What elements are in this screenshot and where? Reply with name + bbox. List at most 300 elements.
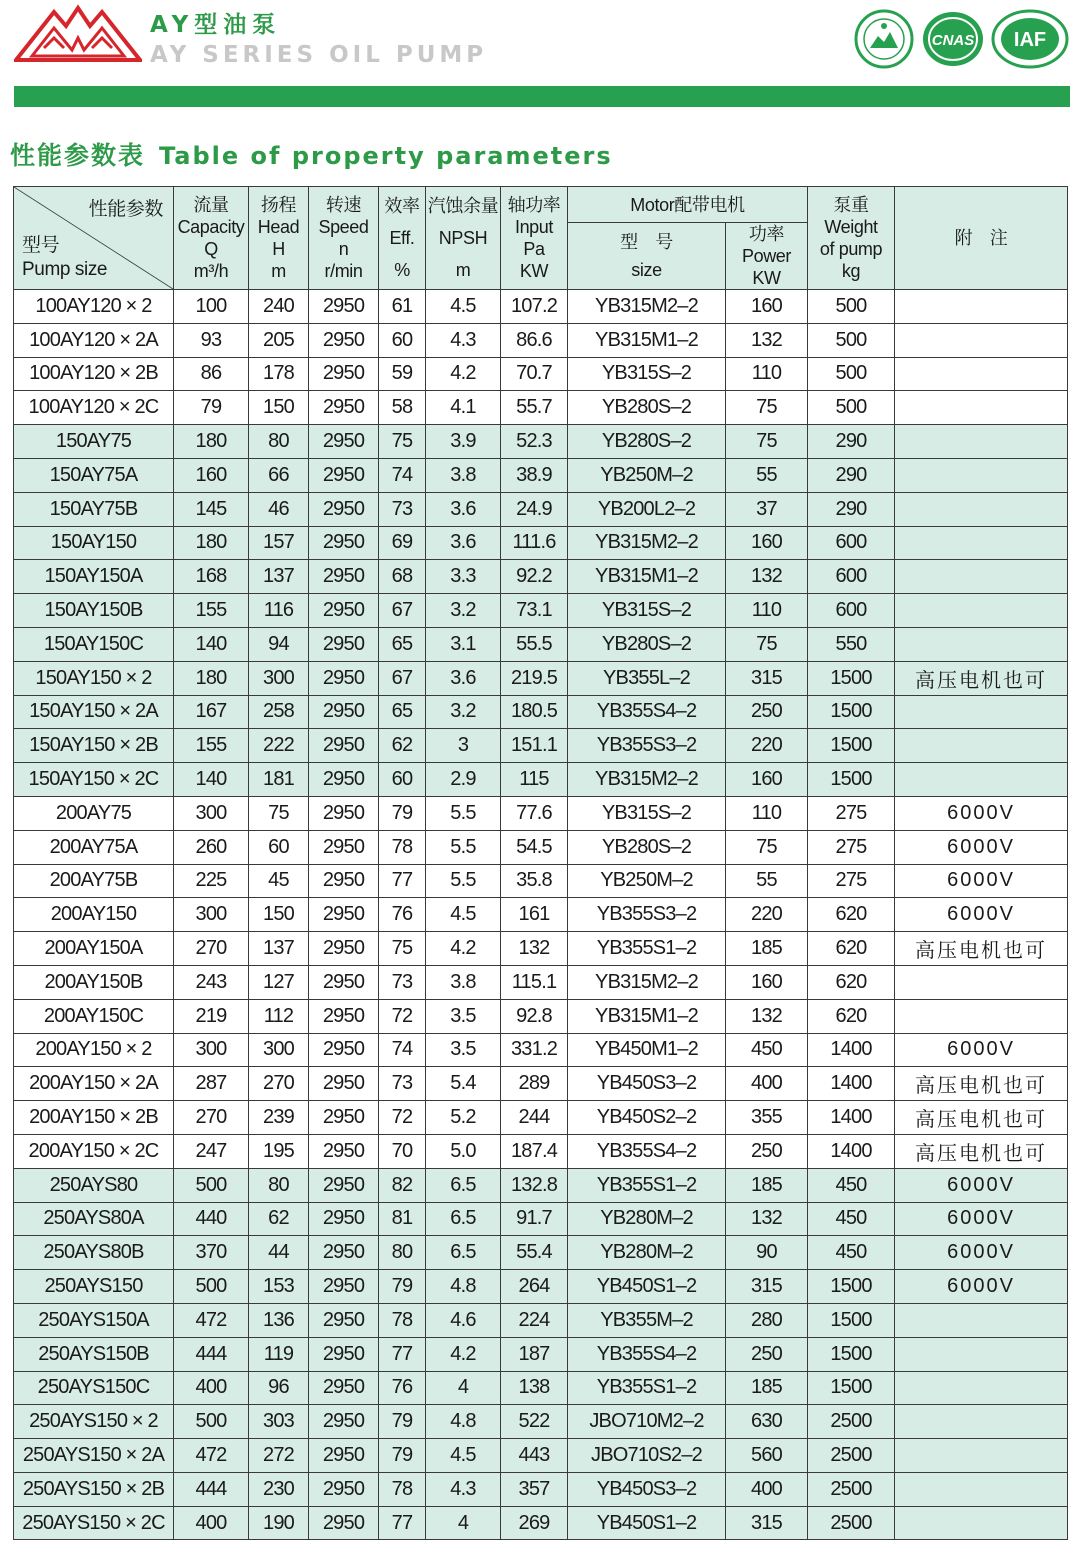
cell-weight: 1500 [808, 661, 895, 695]
certification-seal-icon [852, 8, 916, 70]
cell-npsh: 3.6 [426, 492, 501, 526]
header-npsh-cn: 汽蚀余量 [427, 196, 499, 216]
header-input-en: Input [514, 217, 554, 237]
table-row [14, 695, 1068, 729]
table-row [14, 357, 1068, 391]
cell-efficiency: 67 [379, 661, 426, 695]
cell-npsh: 4.1 [426, 391, 501, 425]
header-speed-en: Speed [318, 217, 369, 237]
cell-speed: 2950 [309, 1067, 379, 1101]
table-row [14, 763, 1068, 797]
cell-note: 6000V [895, 898, 1068, 932]
cell-pump-size: 150AY150C [14, 627, 174, 661]
cell-input-power: 107.2 [501, 290, 568, 324]
table-row [14, 1101, 1068, 1135]
cell-capacity: 444 [174, 1472, 249, 1506]
cell-note [895, 1472, 1068, 1506]
cell-note [895, 323, 1068, 357]
cell-efficiency: 75 [379, 425, 426, 459]
cell-weight: 1500 [808, 1303, 895, 1337]
table-row [14, 594, 1068, 628]
cell-note: 高压电机也可 [895, 932, 1068, 966]
cell-note [895, 695, 1068, 729]
cell-input-power: 92.2 [501, 560, 568, 594]
cell-npsh: 5.5 [426, 864, 501, 898]
table-row [14, 290, 1068, 324]
cell-weight: 2500 [808, 1472, 895, 1506]
cell-npsh: 4.2 [426, 1337, 501, 1371]
cell-speed: 2950 [309, 526, 379, 560]
cell-note: 高压电机也可 [895, 1067, 1068, 1101]
cell-head: 46 [249, 492, 309, 526]
cell-efficiency: 65 [379, 695, 426, 729]
cell-pump-size: 250AYS150B [14, 1337, 174, 1371]
cell-npsh: 3.8 [426, 458, 501, 492]
cell-efficiency: 81 [379, 1202, 426, 1236]
cell-note [895, 458, 1068, 492]
cell-pump-size: 200AY75 [14, 796, 174, 830]
cell-input-power: 55.7 [501, 391, 568, 425]
cell-capacity: 270 [174, 932, 249, 966]
cell-weight: 1500 [808, 1337, 895, 1371]
cell-npsh: 4.2 [426, 932, 501, 966]
cell-note [895, 492, 1068, 526]
cell-npsh: 4.3 [426, 1472, 501, 1506]
cell-head: 137 [249, 560, 309, 594]
cell-motor-model: YB450S1–2 [568, 1506, 726, 1540]
cell-head: 62 [249, 1202, 309, 1236]
cell-efficiency: 82 [379, 1168, 426, 1202]
section-title-en: Table of property parameters [159, 142, 613, 170]
company-logo-icon [14, 2, 142, 64]
cell-efficiency: 76 [379, 898, 426, 932]
table-header [14, 187, 1068, 290]
cell-motor-power: 250 [726, 695, 808, 729]
header-motor-group: Motor配带电机 [568, 187, 808, 223]
cell-note: 6000V [895, 1236, 1068, 1270]
cell-input-power: 115 [501, 763, 568, 797]
cell-npsh: 5.0 [426, 1134, 501, 1168]
cell-pump-size: 200AY150 × 2A [14, 1067, 174, 1101]
cell-npsh: 3.6 [426, 526, 501, 560]
cell-pump-size: 200AY150 × 2B [14, 1101, 174, 1135]
cell-efficiency: 62 [379, 729, 426, 763]
cell-motor-power: 55 [726, 458, 808, 492]
cell-weight: 600 [808, 560, 895, 594]
cell-head: 181 [249, 763, 309, 797]
cell-efficiency: 80 [379, 1236, 426, 1270]
cell-head: 96 [249, 1371, 309, 1405]
cell-pump-size: 150AY150 × 2C [14, 763, 174, 797]
cell-note [895, 290, 1068, 324]
cell-note: 6000V [895, 1168, 1068, 1202]
header-speed [309, 187, 379, 290]
cell-input-power: 180.5 [501, 695, 568, 729]
cell-weight: 1500 [808, 695, 895, 729]
cell-motor-model: YB450S1–2 [568, 1270, 726, 1304]
cell-efficiency: 74 [379, 458, 426, 492]
section-title [10, 136, 613, 172]
table-row [14, 1202, 1068, 1236]
cell-npsh: 4 [426, 1506, 501, 1540]
cell-speed: 2950 [309, 932, 379, 966]
header-diag-bottom-en: Pump size [22, 259, 108, 280]
cell-pump-size: 250AYS150 × 2A [14, 1439, 174, 1473]
cell-capacity: 155 [174, 594, 249, 628]
header-head-unit: m [271, 261, 286, 281]
cell-input-power: 91.7 [501, 1202, 568, 1236]
cell-motor-model: YB355S3–2 [568, 898, 726, 932]
cell-weight: 600 [808, 526, 895, 560]
cell-speed: 2950 [309, 391, 379, 425]
cell-npsh: 4.8 [426, 1270, 501, 1304]
cell-note [895, 1337, 1068, 1371]
cell-motor-model: YB250M–2 [568, 864, 726, 898]
cell-input-power: 224 [501, 1303, 568, 1337]
cell-head: 205 [249, 323, 309, 357]
cell-input-power: 357 [501, 1472, 568, 1506]
cell-motor-power: 160 [726, 965, 808, 999]
cell-weight: 290 [808, 425, 895, 459]
cell-motor-power: 37 [726, 492, 808, 526]
cell-motor-model: YB315M1–2 [568, 999, 726, 1033]
header-weight-en: Weight [824, 217, 878, 237]
header-input-unit: KW [519, 261, 549, 281]
cell-motor-model: YB355S1–2 [568, 1168, 726, 1202]
cell-weight: 290 [808, 492, 895, 526]
cell-efficiency: 75 [379, 932, 426, 966]
table-row [14, 661, 1068, 695]
cell-npsh: 5.4 [426, 1067, 501, 1101]
cell-motor-model: YB280S–2 [568, 391, 726, 425]
cell-speed: 2950 [309, 1506, 379, 1540]
cell-pump-size: 150AY150A [14, 560, 174, 594]
header-capacity-symbol: Q [204, 239, 218, 259]
table-row [14, 492, 1068, 526]
table-row [14, 796, 1068, 830]
cell-note: 高压电机也可 [895, 661, 1068, 695]
cell-head: 150 [249, 391, 309, 425]
cell-npsh: 4.5 [426, 1439, 501, 1473]
cell-capacity: 500 [174, 1405, 249, 1439]
cell-input-power: 55.5 [501, 627, 568, 661]
cell-head: 190 [249, 1506, 309, 1540]
cell-pump-size: 150AY75 [14, 425, 174, 459]
cell-input-power: 244 [501, 1101, 568, 1135]
cell-note: 6000V [895, 1033, 1068, 1067]
cell-motor-power: 315 [726, 1270, 808, 1304]
cell-weight: 500 [808, 290, 895, 324]
cell-capacity: 79 [174, 391, 249, 425]
cell-motor-model: YB355S3–2 [568, 729, 726, 763]
header-speed-cn: 转速 [325, 195, 362, 215]
header-npsh-en: NPSH [438, 228, 488, 248]
cell-motor-power: 315 [726, 661, 808, 695]
cell-speed: 2950 [309, 898, 379, 932]
cell-pump-size: 150AY75B [14, 492, 174, 526]
cell-motor-power: 355 [726, 1101, 808, 1135]
cell-motor-power: 160 [726, 526, 808, 560]
cell-motor-model: YB315M2–2 [568, 290, 726, 324]
cell-capacity: 93 [174, 323, 249, 357]
cell-head: 75 [249, 796, 309, 830]
cell-efficiency: 78 [379, 830, 426, 864]
table-row [14, 1134, 1068, 1168]
cell-efficiency: 79 [379, 1405, 426, 1439]
cell-input-power: 52.3 [501, 425, 568, 459]
cell-speed: 2950 [309, 425, 379, 459]
cell-speed: 2950 [309, 695, 379, 729]
cell-npsh: 2.9 [426, 763, 501, 797]
cell-capacity: 155 [174, 729, 249, 763]
cell-efficiency: 68 [379, 560, 426, 594]
cell-input-power: 264 [501, 1270, 568, 1304]
cell-npsh: 6.5 [426, 1202, 501, 1236]
cell-capacity: 145 [174, 492, 249, 526]
cell-npsh: 4.6 [426, 1303, 501, 1337]
cell-npsh: 5.2 [426, 1101, 501, 1135]
iaf-badge-icon [990, 8, 1070, 70]
cell-efficiency: 72 [379, 1101, 426, 1135]
cell-npsh: 3 [426, 729, 501, 763]
cell-capacity: 225 [174, 864, 249, 898]
cell-motor-model: YB315M1–2 [568, 560, 726, 594]
cell-weight: 2500 [808, 1439, 895, 1473]
cell-pump-size: 200AY150 × 2 [14, 1033, 174, 1067]
cell-speed: 2950 [309, 1101, 379, 1135]
cell-note: 高压电机也可 [895, 1134, 1068, 1168]
cell-pump-size: 100AY120 × 2C [14, 391, 174, 425]
cell-weight: 1400 [808, 1033, 895, 1067]
cell-note: 6000V [895, 830, 1068, 864]
iaf-label: IAF [1013, 29, 1047, 51]
cell-pump-size: 250AYS150C [14, 1371, 174, 1405]
cell-pump-size: 250AYS150A [14, 1303, 174, 1337]
cell-motor-power: 132 [726, 1202, 808, 1236]
cell-motor-power: 280 [726, 1303, 808, 1337]
property-parameters-table [13, 186, 1068, 1540]
cell-input-power: 55.4 [501, 1236, 568, 1270]
cell-efficiency: 73 [379, 1067, 426, 1101]
cell-speed: 2950 [309, 965, 379, 999]
cell-speed: 2950 [309, 458, 379, 492]
cell-speed: 2950 [309, 323, 379, 357]
table-row [14, 560, 1068, 594]
cell-npsh: 3.5 [426, 1033, 501, 1067]
cell-speed: 2950 [309, 1405, 379, 1439]
cell-note [895, 1439, 1068, 1473]
cell-input-power: 132.8 [501, 1168, 568, 1202]
cell-motor-model: YB355S4–2 [568, 1337, 726, 1371]
cell-pump-size: 250AYS150 × 2C [14, 1506, 174, 1540]
table-row [14, 1236, 1068, 1270]
table-row [14, 999, 1068, 1033]
cell-capacity: 219 [174, 999, 249, 1033]
cell-capacity: 500 [174, 1168, 249, 1202]
cell-speed: 2950 [309, 290, 379, 324]
cell-motor-model: YB280M–2 [568, 1202, 726, 1236]
cell-capacity: 287 [174, 1067, 249, 1101]
cell-capacity: 440 [174, 1202, 249, 1236]
cell-motor-power: 160 [726, 763, 808, 797]
cell-capacity: 86 [174, 357, 249, 391]
cell-motor-power: 75 [726, 830, 808, 864]
cell-head: 136 [249, 1303, 309, 1337]
cell-capacity: 140 [174, 763, 249, 797]
cell-motor-model: YB355S1–2 [568, 1371, 726, 1405]
header-divider-bar [14, 86, 1070, 107]
header-motor-power-unit: KW [752, 268, 781, 288]
cell-motor-model: YB450S3–2 [568, 1472, 726, 1506]
cell-capacity: 444 [174, 1337, 249, 1371]
cell-note [895, 425, 1068, 459]
table-row [14, 627, 1068, 661]
cell-pump-size: 150AY150B [14, 594, 174, 628]
cell-speed: 2950 [309, 594, 379, 628]
cell-capacity: 168 [174, 560, 249, 594]
cell-efficiency: 79 [379, 796, 426, 830]
cell-capacity: 140 [174, 627, 249, 661]
cell-motor-power: 90 [726, 1236, 808, 1270]
cell-weight: 500 [808, 357, 895, 391]
cell-motor-power: 185 [726, 1168, 808, 1202]
header-motor-power-en: Power [741, 246, 792, 266]
cell-npsh: 4.3 [426, 323, 501, 357]
cell-pump-size: 150AY150 × 2 [14, 661, 174, 695]
cell-input-power: 115.1 [501, 965, 568, 999]
header-motor-power-cn: 功率 [748, 224, 785, 244]
cell-note [895, 999, 1068, 1033]
header-weight-en2: of pump [819, 239, 883, 259]
header-capacity-unit: m³/h [193, 261, 229, 281]
header-capacity [174, 187, 249, 290]
cell-input-power: 161 [501, 898, 568, 932]
cell-capacity: 180 [174, 661, 249, 695]
cell-npsh: 3.1 [426, 627, 501, 661]
cell-capacity: 180 [174, 425, 249, 459]
cell-weight: 550 [808, 627, 895, 661]
cell-pump-size: 200AY150A [14, 932, 174, 966]
cell-pump-size: 100AY120 × 2B [14, 357, 174, 391]
cell-capacity: 300 [174, 796, 249, 830]
header-diag-top: 性能参数 [88, 199, 163, 220]
cell-efficiency: 65 [379, 627, 426, 661]
cell-motor-power: 630 [726, 1405, 808, 1439]
cell-input-power: 38.9 [501, 458, 568, 492]
header-capacity-cn: 流量 [193, 195, 229, 215]
header-weight [808, 187, 895, 290]
cell-note [895, 965, 1068, 999]
cell-input-power: 111.6 [501, 526, 568, 560]
cell-note [895, 391, 1068, 425]
cell-weight: 2500 [808, 1405, 895, 1439]
cell-efficiency: 72 [379, 999, 426, 1033]
cell-motor-model: YB315S–2 [568, 796, 726, 830]
header-efficiency [379, 187, 426, 290]
cell-weight: 2500 [808, 1506, 895, 1540]
table-row [14, 323, 1068, 357]
cell-weight: 275 [808, 864, 895, 898]
cell-motor-power: 132 [726, 999, 808, 1033]
table-row [14, 1303, 1068, 1337]
table-row [14, 1371, 1068, 1405]
table-row [14, 391, 1068, 425]
cell-motor-model: YB315M2–2 [568, 763, 726, 797]
cell-head: 157 [249, 526, 309, 560]
cell-npsh: 5.5 [426, 830, 501, 864]
cell-input-power: 54.5 [501, 830, 568, 864]
cell-head: 272 [249, 1439, 309, 1473]
header-motor-model-cn: 型 号 [620, 232, 673, 252]
cell-speed: 2950 [309, 1168, 379, 1202]
cell-weight: 450 [808, 1168, 895, 1202]
cell-efficiency: 58 [379, 391, 426, 425]
brand-title-cn: AY型油泵 [150, 12, 282, 38]
cell-pump-size: 250AYS80A [14, 1202, 174, 1236]
cell-capacity: 400 [174, 1506, 249, 1540]
cell-pump-size: 150AY150 × 2A [14, 695, 174, 729]
cell-speed: 2950 [309, 560, 379, 594]
cell-efficiency: 79 [379, 1439, 426, 1473]
cell-speed: 2950 [309, 1033, 379, 1067]
cell-note [895, 1303, 1068, 1337]
cell-pump-size: 100AY120 × 2 [14, 290, 174, 324]
cell-weight: 620 [808, 932, 895, 966]
cell-input-power: 269 [501, 1506, 568, 1540]
cell-motor-power: 185 [726, 1371, 808, 1405]
cell-speed: 2950 [309, 1303, 379, 1337]
table-row [14, 458, 1068, 492]
cell-pump-size: 200AY75A [14, 830, 174, 864]
cell-weight: 600 [808, 594, 895, 628]
cell-speed: 2950 [309, 357, 379, 391]
cell-motor-model: YB280M–2 [568, 1236, 726, 1270]
cell-note [895, 594, 1068, 628]
cell-pump-size: 200AY75B [14, 864, 174, 898]
table-row [14, 965, 1068, 999]
cell-speed: 2950 [309, 1134, 379, 1168]
cell-pump-size: 200AY150C [14, 999, 174, 1033]
header-input-power [501, 187, 568, 290]
header-weight-unit: kg [841, 261, 861, 281]
cell-weight: 1500 [808, 1371, 895, 1405]
cell-speed: 2950 [309, 1439, 379, 1473]
cell-efficiency: 79 [379, 1270, 426, 1304]
cell-motor-model: YB355S4–2 [568, 1134, 726, 1168]
cell-motor-power: 220 [726, 898, 808, 932]
cell-note [895, 1506, 1068, 1540]
table-row [14, 526, 1068, 560]
cell-weight: 620 [808, 898, 895, 932]
table-row [14, 1168, 1068, 1202]
cell-motor-power: 560 [726, 1439, 808, 1473]
header-input-symbol: Pa [523, 239, 545, 259]
cell-weight: 1500 [808, 729, 895, 763]
cell-speed: 2950 [309, 763, 379, 797]
cell-note [895, 1371, 1068, 1405]
cell-note: 6000V [895, 1270, 1068, 1304]
cell-weight: 450 [808, 1236, 895, 1270]
cell-motor-power: 185 [726, 932, 808, 966]
cell-npsh: 3.5 [426, 999, 501, 1033]
cell-speed: 2950 [309, 999, 379, 1033]
cell-head: 80 [249, 425, 309, 459]
header-eff-cn: 效率 [384, 196, 420, 216]
cnas-badge-icon [920, 8, 986, 70]
header-npsh-unit: m [455, 260, 471, 280]
cell-efficiency: 74 [379, 1033, 426, 1067]
page-header [0, 0, 1081, 110]
